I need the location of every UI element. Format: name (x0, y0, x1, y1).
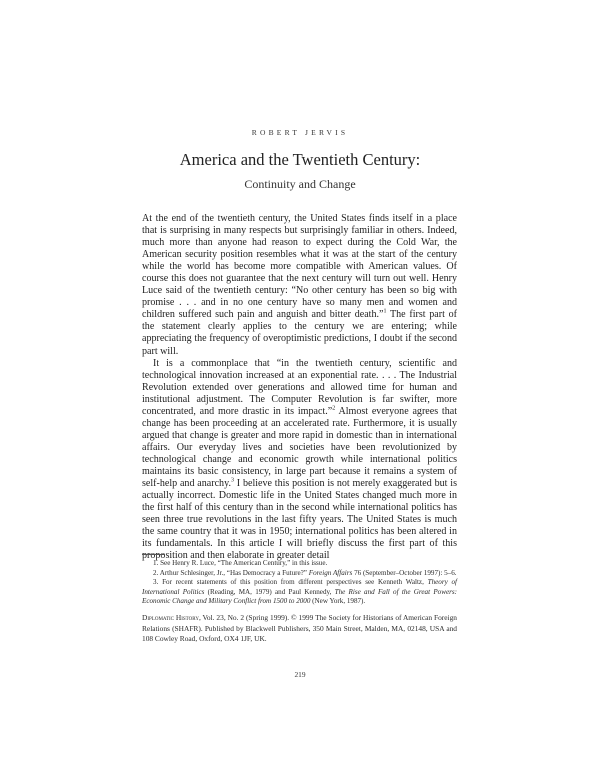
article-title: America and the Twentieth Century: (179, 150, 421, 169)
paragraph-2-text-c: I believe this position is not merely exaggerated but is actually incorrect. Domestic life in the United States changed much more in the first half of this century than in the second while international politics has seen three true revolutions in the last fifty years. The United States is much the same country that it was in 1950; international politics has been altered in its fundamentals. In this article I will briefly discuss the first part of this proposition and then elaborate in greater detail (142, 478, 457, 562)
paragraph-1-text-b: The first part of the statement clearly applies to the century we are entering; while appreciating the frequency of overoptimistic predictions, I doubt if the second part will. (142, 309, 457, 357)
footnote-ref-3[interactable]: 3 (230, 477, 234, 484)
paragraph-2-text-a: It is a commonplace that “in the twentieth century, scientific and technological innovation increased at an exponential rate. . . . The Industrial Revolution extended over generations and allowed time for human and institutional adjustment. The Computer Revolution is far swifter, more concentrated, and more drastic in its impact.” (142, 357, 457, 417)
footnote-2 (142, 569, 457, 579)
footnote-2-text-a: 2. Arthur Schlesinger, Jr., “Has Democracy a Future?” (153, 568, 309, 577)
footnote-3-title-2: The Rise and Fall of the Great Powers: Economic Change and Military Conflict from 1500 to 2000 (142, 587, 457, 605)
paragraph-2 (142, 358, 457, 563)
footnote-3-text-b: (Reading, MA, 1979) and Paul Kennedy, (204, 587, 335, 596)
footnote-2-text-b: 76 (September–October 1997): 5–6. (352, 568, 457, 577)
publication-details: , Vol. 23, No. 2 (Spring 1999). © 1999 The Society for Historians of American Foreign Relations (SHAFR). Published by Blackwell Publishers, 350 Main Street, Malden, MA, 02148, USA and 108 Cowley Road, Oxford, OX4 1JF, UK. (142, 613, 457, 643)
author-running-head: ROBERT JERVIS (251, 128, 349, 137)
article-body (142, 213, 457, 562)
footnote-3 (142, 578, 457, 607)
footnote-3-text-c: (New York, 1987). (310, 597, 366, 605)
footnote-3-text-a: 3. For recent statements of this position from different perspectives see Kenneth Waltz, (153, 578, 428, 586)
footnote-ref-1[interactable]: 1 (383, 309, 387, 316)
page-number: 219 (294, 670, 306, 679)
footnote-divider (142, 554, 165, 555)
journal-name: Diplomatic History (142, 613, 199, 622)
paragraph-2-text-b: Almost everyone agrees that change has been proceeding at an accelerated rate. Furthermore, it is usually argued that change is greater and more rapid in domestic than in international affairs. Our everyday lives and societies have been revolutionized by technological change and economic growth while international politics maintains its basic consistency, in large part because it remains a system of self-help and anarchy. (142, 405, 457, 490)
footnote-ref-2[interactable]: 2 (332, 405, 336, 412)
article-subtitle: Continuity and Change (244, 177, 356, 191)
paragraph-1-text-a: At the end of the twentieth century, the United States finds itself in a place that is surprising in many respects but surprisingly familiar in others. Indeed, much more than anyone had reason to expect during the Cold War, the American security position resembles what it was at the start of the century while the world has become more compatible with American values. Of course this does not guarantee that the next century will turn out well. Henry Luce said of the twentieth century: “No other century has been so big with promise . . . and in no one century have so many men and women and children suffered such pain and anguish and bitter death.” (142, 213, 457, 321)
paragraph-1 (142, 213, 457, 358)
footnotes (142, 559, 457, 607)
footnote-2-journal: Foreign Affairs (308, 568, 353, 577)
publication-info (142, 613, 457, 645)
footnote-1: 1. See Henry R. Luce, “The American Century,” in this issue. (153, 559, 328, 567)
footnote-3-title-1: Theory of International Politics (142, 578, 458, 596)
